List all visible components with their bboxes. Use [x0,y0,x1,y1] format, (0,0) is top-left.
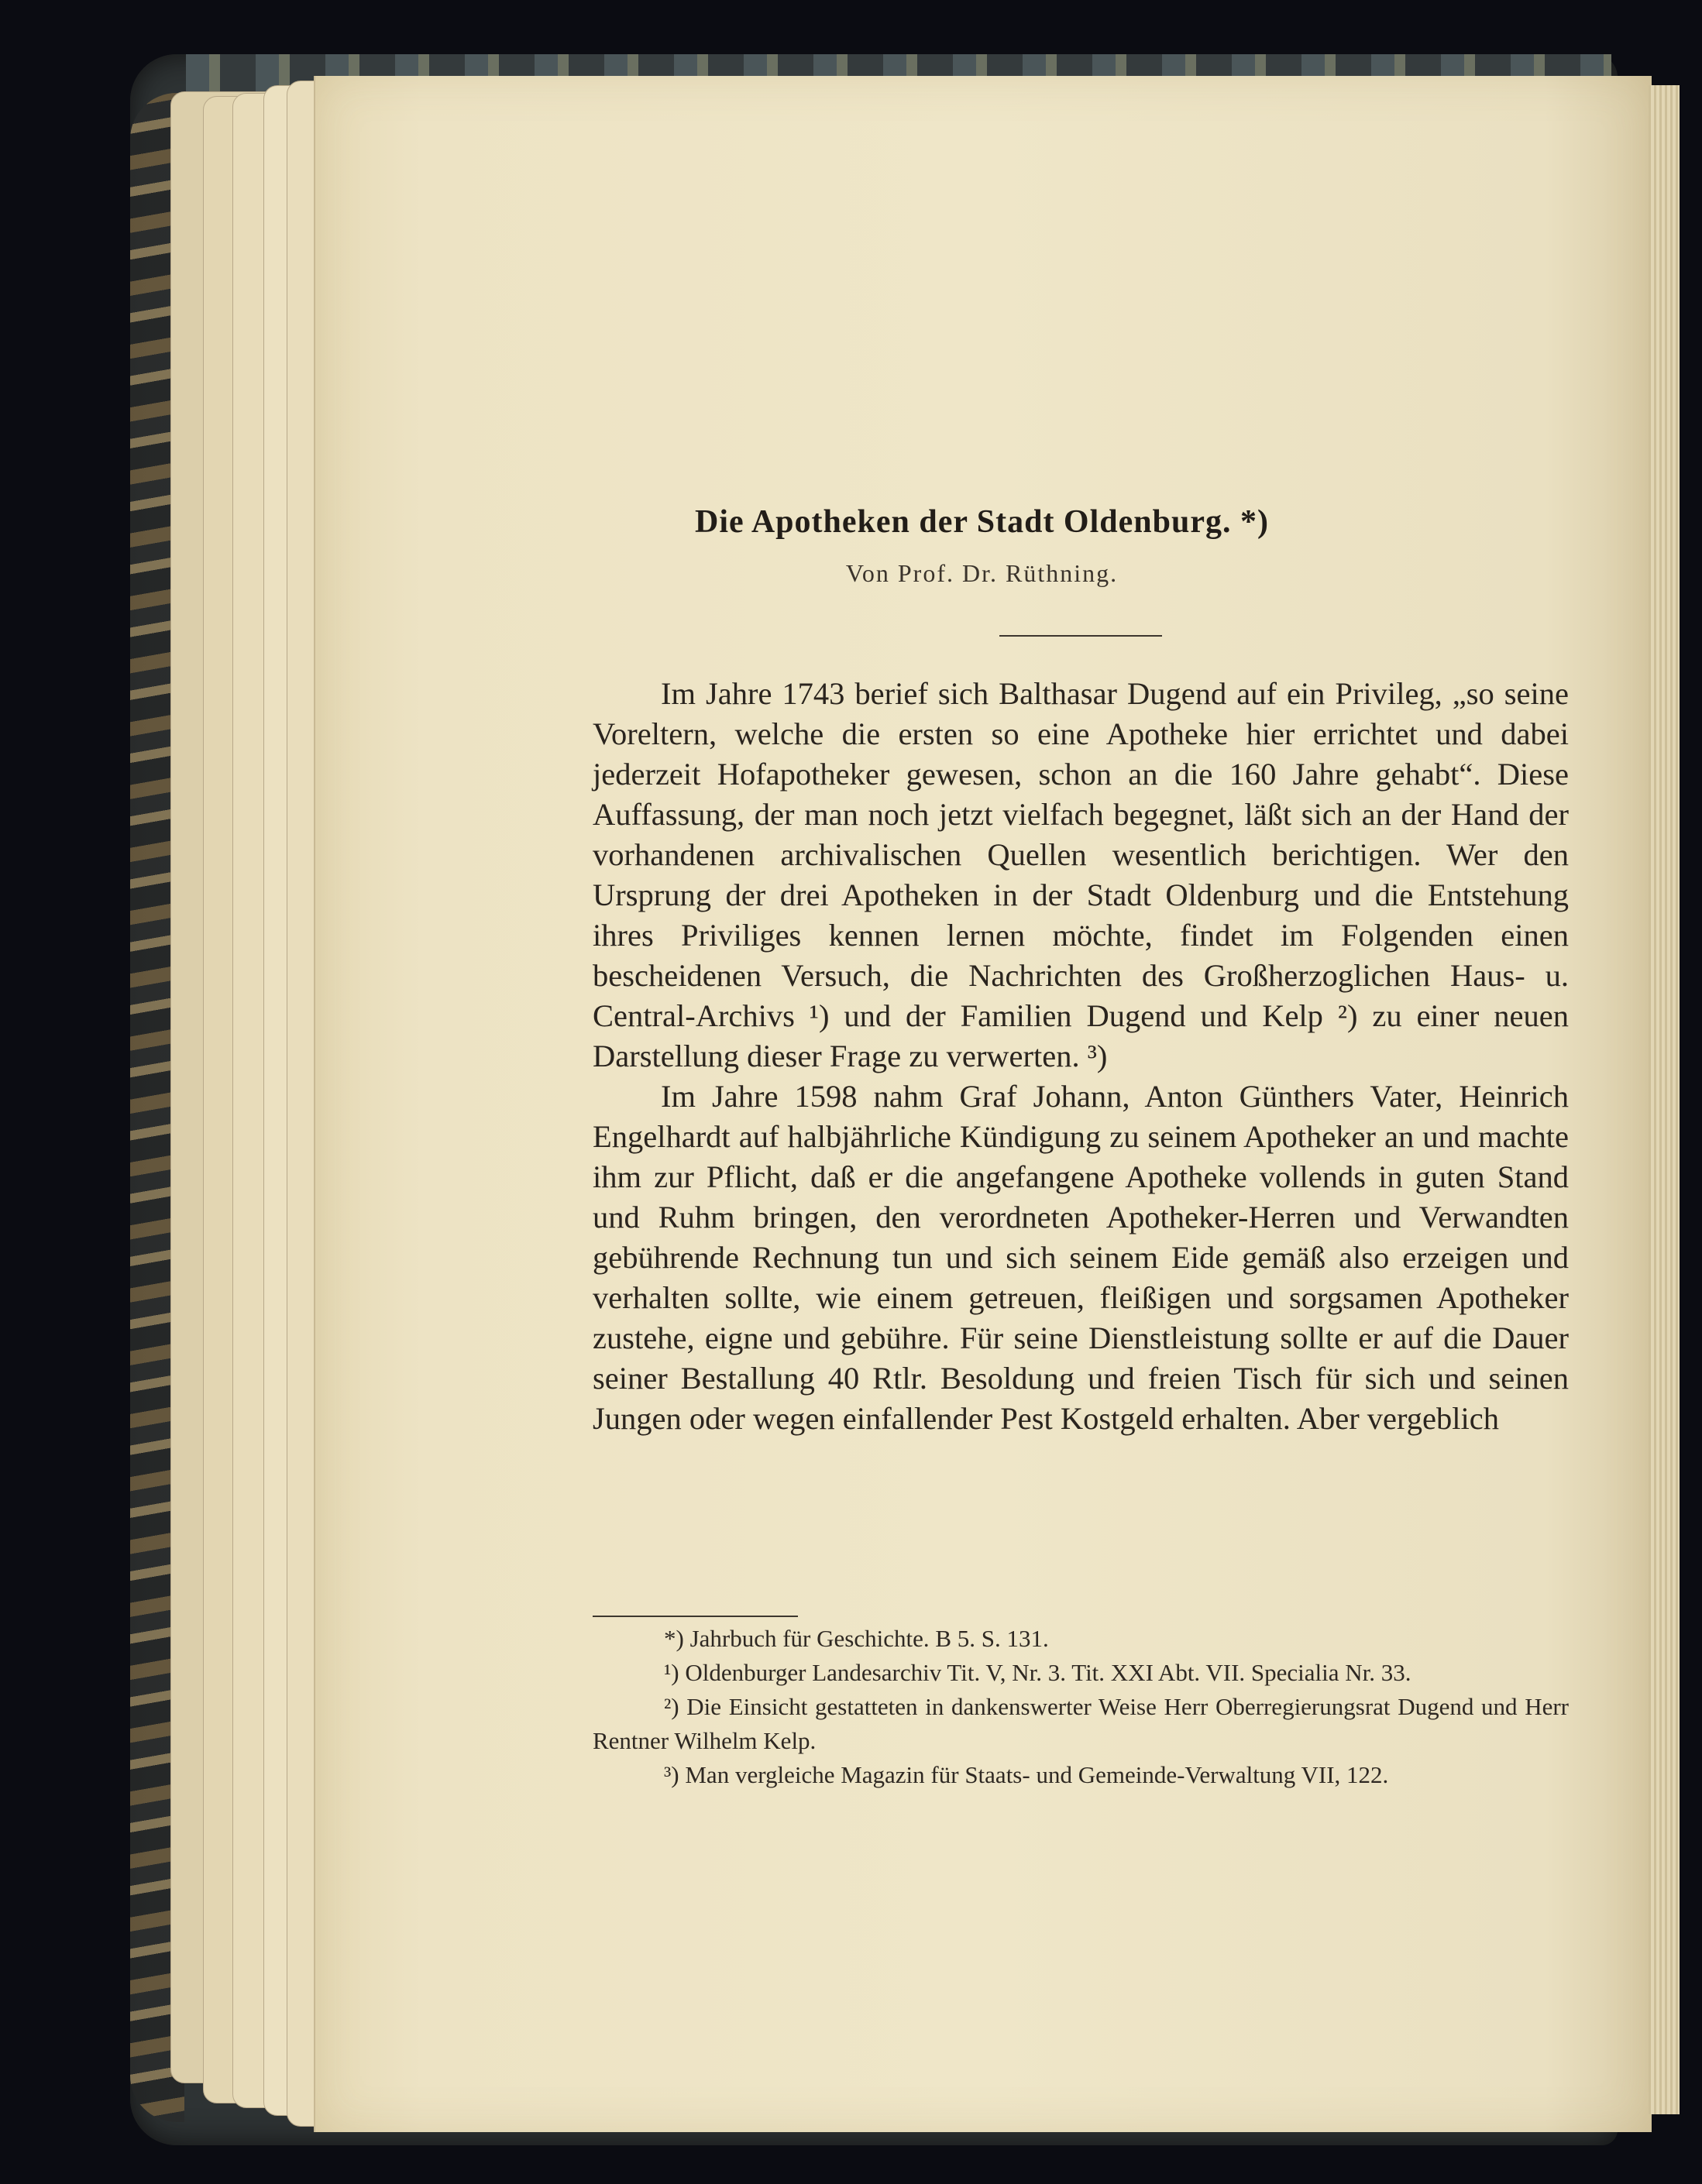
title-divider [999,635,1162,637]
body-paragraph: Im Jahre 1743 berief sich Balthasar Dugend auf ein Privileg, „so seine Voreltern, welche die ersten so eine Apotheke hier errichtet und dabei jederzeit Hofapotheker gewesen, schon an die 160 Jahre gehabt“. Diese Auffassung, der man noch jetzt vielfach begegnet, läßt sich an der Hand der vorhandenen archivalischen Quellen wesentlich berichtigen. Wer den Ursprung der drei Apotheken in der Stadt Oldenburg und die Entstehung ihres Priviliges kennen lernen möchte, findet im Folgenden einen bescheidenen Versuch, die Nachrichten des Großherzoglichen Haus- u. Central-Archivs ¹) und der Familien Dugend und Kelp ²) zu einer neuen Darstellung dieser Frage zu verwerten. ³) [593,676,1569,1073]
body-paragraph: Im Jahre 1598 nahm Graf Johann, Anton Günthers Vater, Heinrich Engelhardt auf halbjährliche Kündigung zu seinem Apotheker an und machte ihm zur Pflicht, daß er die angefangene Apotheke vollends in guten Stand und Ruhm bringen, den verordneten Apotheker-Herren und Verwandten gebührende Rechnung tun und sich seinem Eide gemäß also erzeigen und verhalten sollte, wie einem getreuen, fleißigen und sorgsamen Apotheker zustehe, eigne und gebühre. Für seine Dienstleistung sollte er auf die Dauer seiner Bestallung 40 Rtlr. Besoldung und freien Tisch für sich und seinen Jungen oder wegen einfallender Pest Kostgeld erhalten. Aber vergeblich [593,1079,1569,1436]
article-body [593,674,1569,1439]
article-author: Von Prof. Dr. Rüthning. [845,559,1119,587]
article-title: Die Apotheken der Stadt Oldenburg. *) [695,504,1269,540]
footnote-divider [593,1616,798,1617]
footnote: ¹) Oldenburger Landesarchiv Tit. V, Nr. 3. Tit. XXI Abt. VII. Specialia Nr. 33. [664,1659,1411,1686]
page-edges-right [1649,85,1680,2114]
footnotes [593,1622,1569,1792]
footnote: ²) Die Einsicht gestatteten in dankenswerter Weise Herr Oberregierungsrat Dugend und Herr Rentner Wilhelm Kelp. [593,1693,1569,1754]
footnote: *) Jahrbuch für Geschichte. B 5. S. 131. [664,1625,1049,1652]
footnote: ³) Man vergleiche Magazin für Staats- und Gemeinde-Verwaltung VII, 122. [664,1761,1389,1788]
